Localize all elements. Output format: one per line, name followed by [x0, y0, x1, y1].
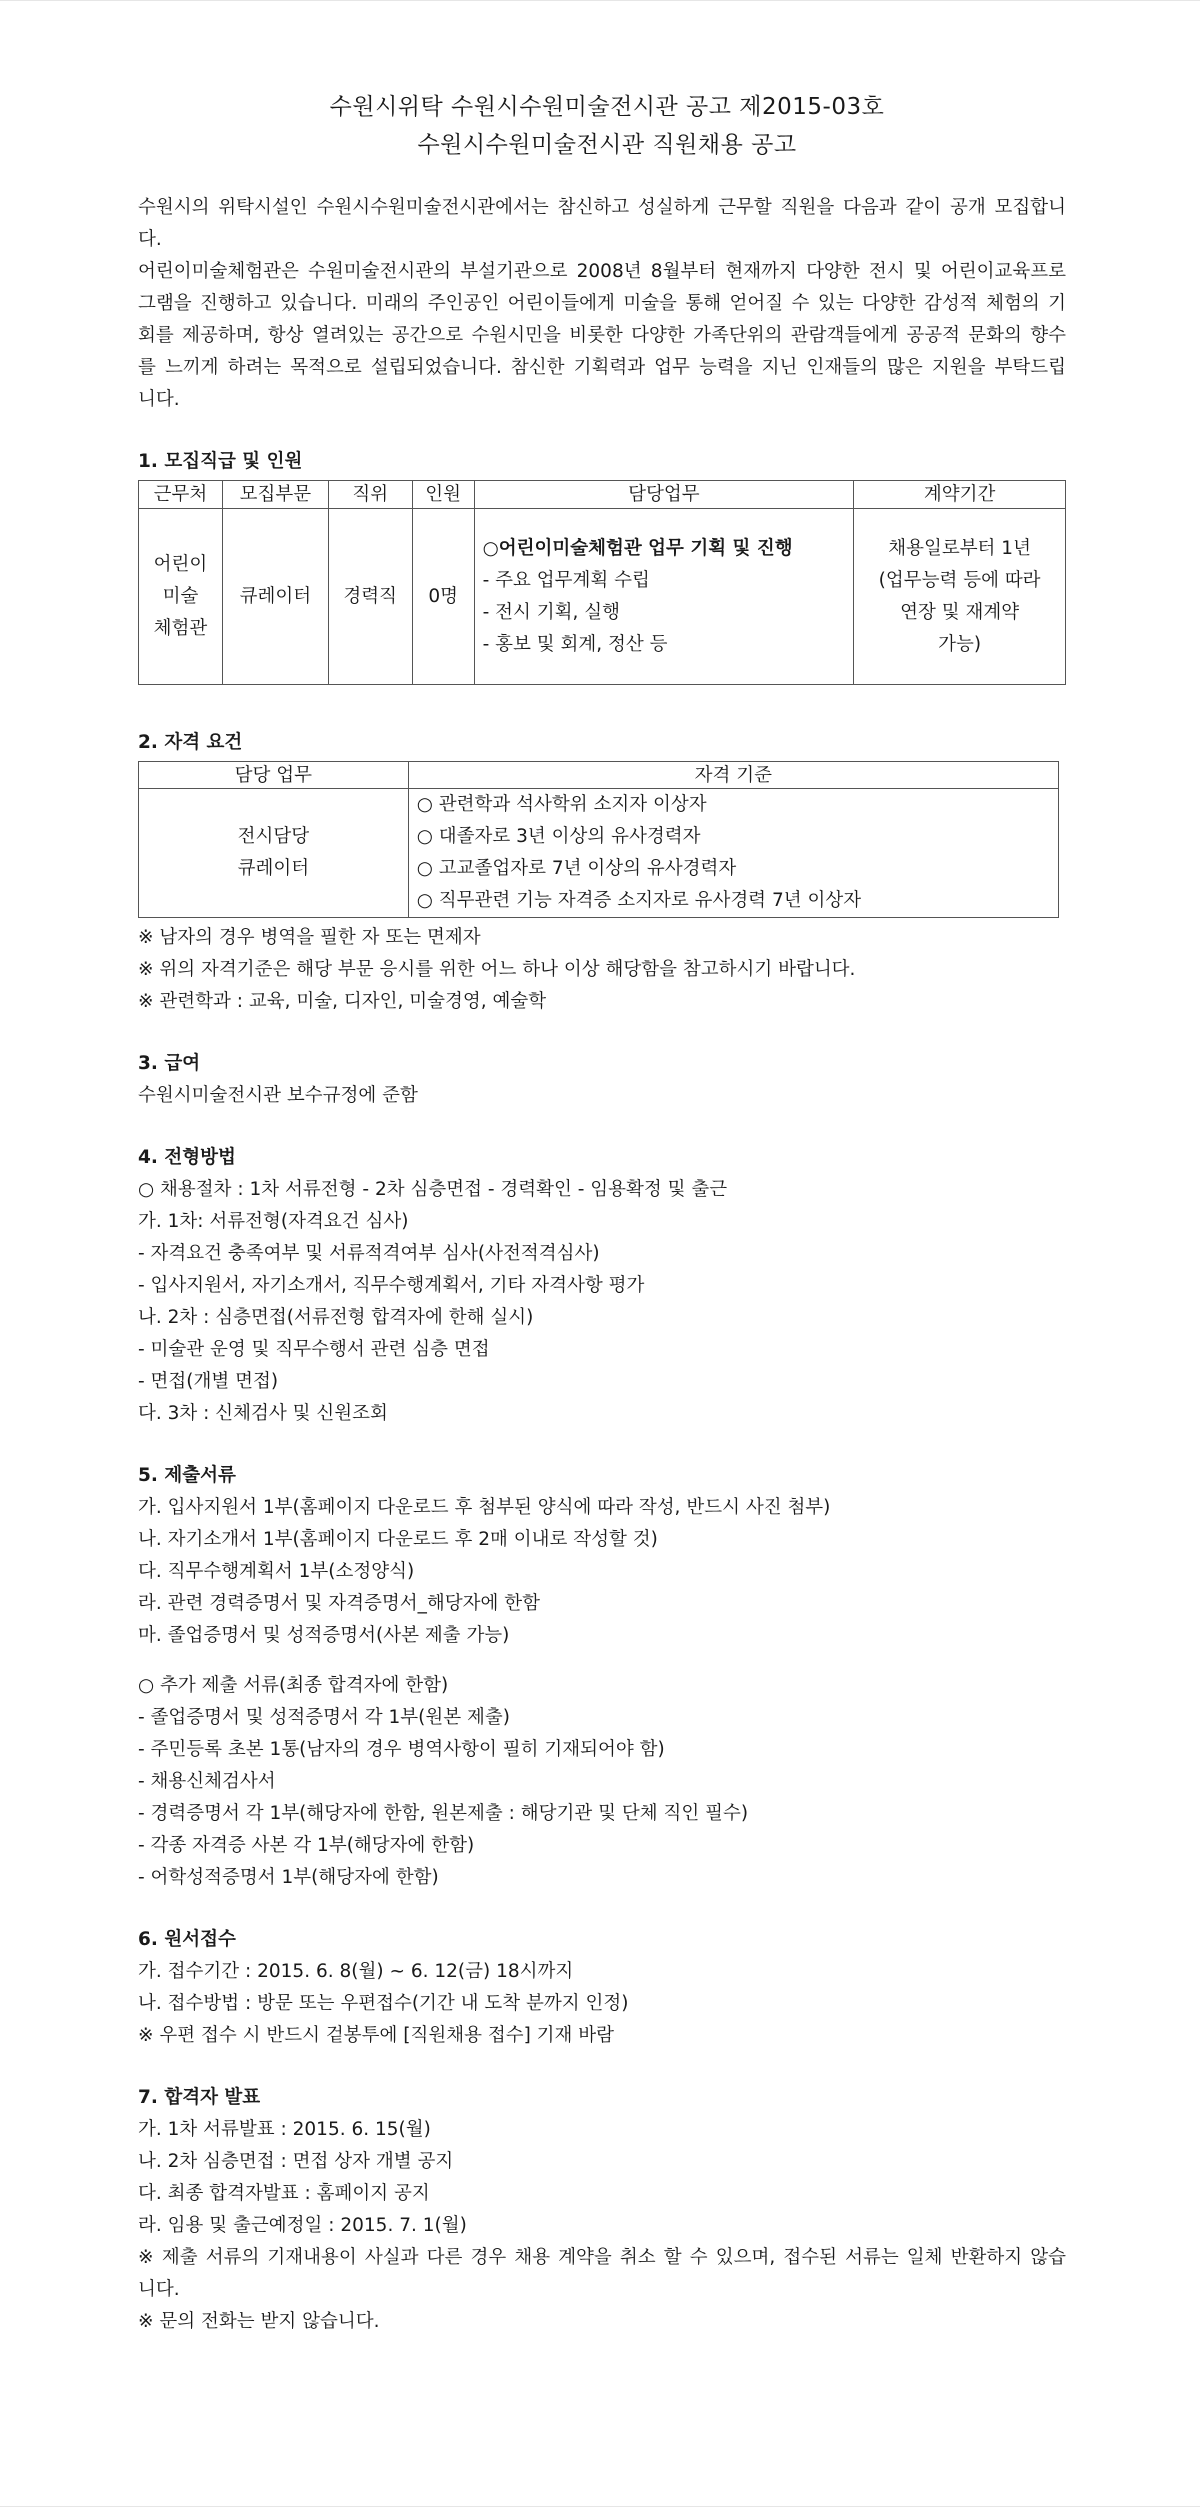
process-line: - 입사지원서, 자기소개서, 직무수행계획서, 기타 자격사항 평가 — [138, 1275, 645, 1296]
workplace-line: 미술 — [162, 585, 199, 607]
announcement-line: 가. 1차 서류발표 : 2015. 6. 15(월) — [138, 2119, 431, 2140]
extra-document-line: - 각종 자격증 사본 각 1부(해당자에 한함) — [138, 1835, 475, 1856]
application-line: 나. 접수방법 : 방문 또는 우편접수(기간 내 도착 분까지 인정) — [138, 1993, 629, 2014]
note-line: ※ 위의 자격기준은 해당 부문 응시를 위한 어느 하나 이상 해당함을 참고하시기 바랍니다. — [138, 959, 856, 980]
process-line: 나. 2차 : 심층면접(서류전형 합격자에 한해 실시) — [138, 1307, 534, 1328]
notice-content — [138, 88, 1066, 2338]
final-note: ※ 제출 서류의 기재내용이 사실과 다른 경우 채용 계약을 취소 할 수 있으며, 접수된 서류는 일체 반환하지 않습니다. — [138, 2247, 1066, 2300]
field-cell: 큐레이터 — [222, 509, 328, 685]
note-line: ※ 관련학과 : 교육, 미술, 디자인, 미술경영, 예술학 — [138, 991, 547, 1012]
header-cell: 직위 — [328, 481, 412, 509]
qualification-table — [138, 761, 1059, 918]
period-cell — [854, 509, 1066, 685]
announcement-line: 라. 임용 및 출근예정일 : 2015. 7. 1(월) — [138, 2215, 467, 2236]
workplace-line: 어린이 — [153, 553, 208, 575]
extra-document-line: - 경력증명서 각 1부(해당자에 한함, 원본제출 : 해당기관 및 단체 직인 필수) — [138, 1803, 749, 1824]
extra-document-line: - 주민등록 초본 1통(남자의 경우 병역사항이 필히 기재되어야 함) — [138, 1739, 665, 1760]
section-1-heading: 1. 모집직급 및 인원 — [138, 451, 303, 472]
section-7-heading: 7. 합격자 발표 — [138, 2087, 261, 2108]
note-line: ※ 남자의 경우 병역을 필한 자 또는 면제자 — [138, 927, 481, 948]
table-row — [139, 789, 1059, 918]
workplace-line: 체험관 — [153, 617, 208, 639]
criteria-item: ○ 관련학과 석사학위 소지자 이상자 — [416, 794, 707, 815]
section-2-heading: 2. 자격 요건 — [138, 732, 243, 753]
section-3-heading: 3. 급여 — [138, 1053, 201, 1074]
period-line: 가능) — [938, 633, 982, 655]
title-block — [138, 88, 1066, 164]
document-line: 마. 졸업증명서 및 성적증명서(사본 제출 가능) — [138, 1625, 510, 1646]
count-cell: 0명 — [412, 509, 474, 685]
document-line: 나. 자기소개서 1부(홈페이지 다운로드 후 2매 이내로 작성할 것) — [138, 1529, 658, 1550]
workplace-cell — [139, 509, 223, 685]
extra-document-line: ○ 추가 제출 서류(최종 합격자에 한함) — [138, 1675, 449, 1696]
role-cell — [139, 789, 409, 918]
criteria-cell — [408, 789, 1058, 918]
criteria-item: ○ 고교졸업자로 7년 이상의 유사경력자 — [416, 858, 737, 879]
qualification-table-header — [139, 762, 1059, 789]
document-line: 가. 입사지원서 1부(홈페이지 다운로드 후 첨부된 양식에 따라 작성, 반드시 사진 첨부) — [138, 1497, 831, 1518]
announcement-line: 다. 최종 합격자발표 : 홈페이지 공지 — [138, 2183, 430, 2204]
period-line: 채용일로부터 1년 — [888, 537, 1031, 559]
section-4-heading: 4. 전형방법 — [138, 1147, 236, 1168]
header-cell: 담당업무 — [474, 481, 854, 509]
header-cell: 인원 — [412, 481, 474, 509]
criteria-item: ○ 직무관련 기능 자격증 소지자로 유사경력 7년 이상자 — [416, 890, 862, 911]
process-line: - 자격요건 충족여부 및 서류적격여부 심사(사전적격심사) — [138, 1243, 600, 1264]
period-line: (업무능력 등에 따라 — [878, 569, 1041, 591]
extra-document-line: - 채용신체검사서 — [138, 1771, 276, 1792]
document-line: 다. 직무수행계획서 1부(소정양식) — [138, 1561, 415, 1582]
extra-document-line: - 어학성적증명서 1부(해당자에 한함) — [138, 1867, 439, 1888]
salary-line: 수원시미술전시관 보수규정에 준함 — [138, 1085, 418, 1106]
recruitment-table-header — [139, 481, 1066, 509]
duty-item: - 주요 업무계획 수립 — [482, 569, 650, 591]
process-line: - 미술관 운영 및 직무수행서 관련 심층 면접 — [138, 1339, 490, 1360]
final-note-last: ※ 문의 전화는 받지 않습니다. — [138, 2311, 380, 2332]
role-line: 전시담당 — [237, 826, 310, 847]
header-cell: 계약기간 — [854, 481, 1066, 509]
header-cell: 담당 업무 — [139, 762, 409, 789]
duty-cell — [474, 509, 854, 685]
bottom-divider — [0, 2506, 1200, 2507]
period-line: 연장 및 재계약 — [900, 601, 1020, 623]
header-cell: 모집부문 — [222, 481, 328, 509]
process-line: 다. 3차 : 신체검사 및 신원조회 — [138, 1403, 388, 1424]
recruitment-table — [138, 480, 1066, 685]
application-line: 가. 접수기간 : 2015. 6. 8(월) ~ 6. 12(금) 18시까지 — [138, 1961, 574, 1982]
application-line: ※ 우편 접수 시 반드시 겉봉투에 [직원채용 접수] 기재 바람 — [138, 2025, 615, 2046]
duty-item: - 전시 기획, 실행 — [482, 601, 621, 623]
process-line: - 면접(개별 면접) — [138, 1371, 279, 1392]
duty-item: - 홍보 및 회계, 정산 등 — [482, 633, 668, 655]
top-divider — [0, 0, 1200, 1]
criteria-item: ○ 대졸자로 3년 이상의 유사경력자 — [416, 826, 701, 847]
table-row — [139, 509, 1066, 685]
section-6-heading: 6. 원서접수 — [138, 1929, 236, 1950]
extra-document-line: - 졸업증명서 및 성적증명서 각 1부(원본 제출) — [138, 1707, 510, 1728]
document-line: 라. 관련 경력증명서 및 자격증명서_해당자에 한함 — [138, 1593, 540, 1614]
position-cell: 경력직 — [328, 509, 412, 685]
intro-paragraph-1: 수원시의 위탁시설인 수원시수원미술전시관에서는 참신하고 성실하게 근무할 직원을 다음과 같이 공개 모집합니다. — [138, 197, 1066, 250]
intro-paragraph-2: 어린이미술체험관은 수원미술전시관의 부설기관으로 2008년 8월부터 현재까지 다양한 전시 및 어린이교육프로그램을 진행하고 있습니다. 미래의 주인공인 어린이들에게 미술을 통해 얻어질 수 있는 다양한 감성적 체험의 기회를 제공하며, 항상 열려있는 공간으로 수원시민을 비롯한 다양한 가족단위의 관람객들에게 공공적 문화의 향수를 느끼게 하려는 목적으로 설립되었습니다. 참신한 기획력과 업무 능력을 지닌 인재들의 많은 지원을 부탁드립니다. — [138, 261, 1066, 410]
duty-title: ○어린이미술체험관 업무 기획 및 진행 — [482, 537, 793, 559]
section-5-heading: 5. 제출서류 — [138, 1465, 236, 1486]
header-cell: 근무처 — [139, 481, 223, 509]
process-line: 가. 1차: 서류전형(자격요건 심사) — [138, 1211, 409, 1232]
announcement-line: 나. 2차 심층면접 : 면접 상자 개별 공지 — [138, 2151, 454, 2172]
process-line: ○ 채용절차 : 1차 서류전형 - 2차 심층면접 - 경력확인 - 임용확정 및 출근 — [138, 1179, 728, 1200]
header-cell: 자격 기준 — [408, 762, 1058, 789]
role-line: 큐레이터 — [237, 858, 310, 879]
notice-main-title: 수원시수원미술전시관 직원채용 공고 — [417, 132, 797, 158]
notice-number-title: 수원시위탁 수원시수원미술전시관 공고 제2015-03호 — [329, 94, 885, 120]
